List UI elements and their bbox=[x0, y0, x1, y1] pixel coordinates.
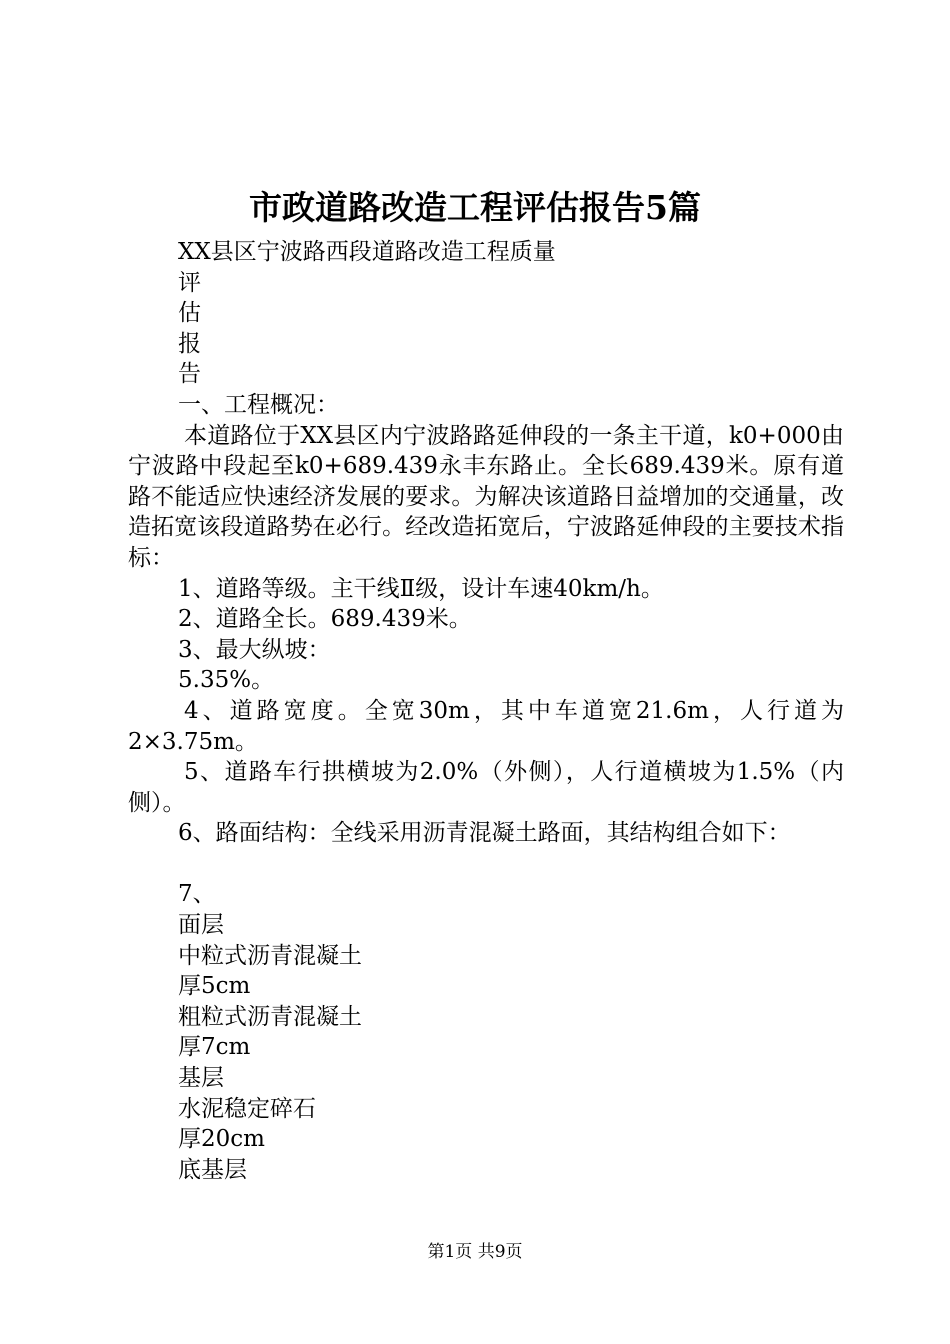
spec-item-6: 6、路面结构：全线采用沥青混凝土路面，其结构组合如下： bbox=[178, 820, 791, 847]
document-body bbox=[128, 237, 844, 1185]
spec-item-2: 2、道路全长。689.439米。 bbox=[178, 606, 472, 633]
spec-item-3-value: 5.35%。 bbox=[178, 667, 275, 694]
spec-item-4: 4、道路宽度。全宽30m，其中车道宽21.6m，人行道为2×3.75m。 bbox=[128, 697, 844, 755]
structure-line: 粗粒式沥青混凝土 bbox=[178, 1003, 362, 1030]
section-heading: 一、工程概况： bbox=[178, 391, 339, 418]
structure-line: 厚20cm bbox=[178, 1126, 265, 1153]
structure-line: 厚5cm bbox=[178, 973, 251, 1000]
subtitle-line: 评 bbox=[178, 269, 201, 296]
blank-line bbox=[128, 849, 844, 880]
structure-line: 底基层 bbox=[178, 1156, 247, 1183]
subtitle-line: 估 bbox=[178, 300, 201, 327]
structure-line: 厚7cm bbox=[178, 1034, 251, 1061]
spec-item-5: 5、道路车行拱横坡为2.0%（外侧），人行道横坡为1.5%（内侧）。 bbox=[128, 759, 844, 816]
subtitle-line: 报 bbox=[178, 330, 201, 357]
structure-line: 面层 bbox=[178, 912, 224, 939]
document-title: 市政道路改造工程评估报告5篇 bbox=[249, 188, 701, 227]
intro-paragraph: 本道路位于XX县区内宁波路路延伸段的一条主干道，k0+000由宁波路中段起至k0+689.439永丰东路止。全长689.439米。原有道路不能适应快速经济发展的要求。为解决该道路日益增加的交通量，改造拓宽该段道路势在必行。经改造拓宽后，宁波路延伸段的主要技术指标： bbox=[128, 422, 844, 571]
structure-line: 基层 bbox=[178, 1065, 224, 1092]
page-footer: 第1页 共9页 bbox=[427, 1242, 523, 1262]
spec-item-3: 3、最大纵坡： bbox=[178, 636, 331, 663]
structure-line: 水泥稳定碎石 bbox=[178, 1095, 316, 1122]
subtitle-line: 告 bbox=[178, 361, 201, 388]
structure-line: 7、 bbox=[178, 881, 216, 908]
structure-line: 中粒式沥青混凝土 bbox=[178, 942, 362, 969]
subtitle-line: XX县区宁波路西段道路改造工程质量 bbox=[178, 239, 556, 265]
spec-item-1: 1、道路等级。主干线Ⅱ级，设计车速40km/h。 bbox=[178, 575, 664, 602]
